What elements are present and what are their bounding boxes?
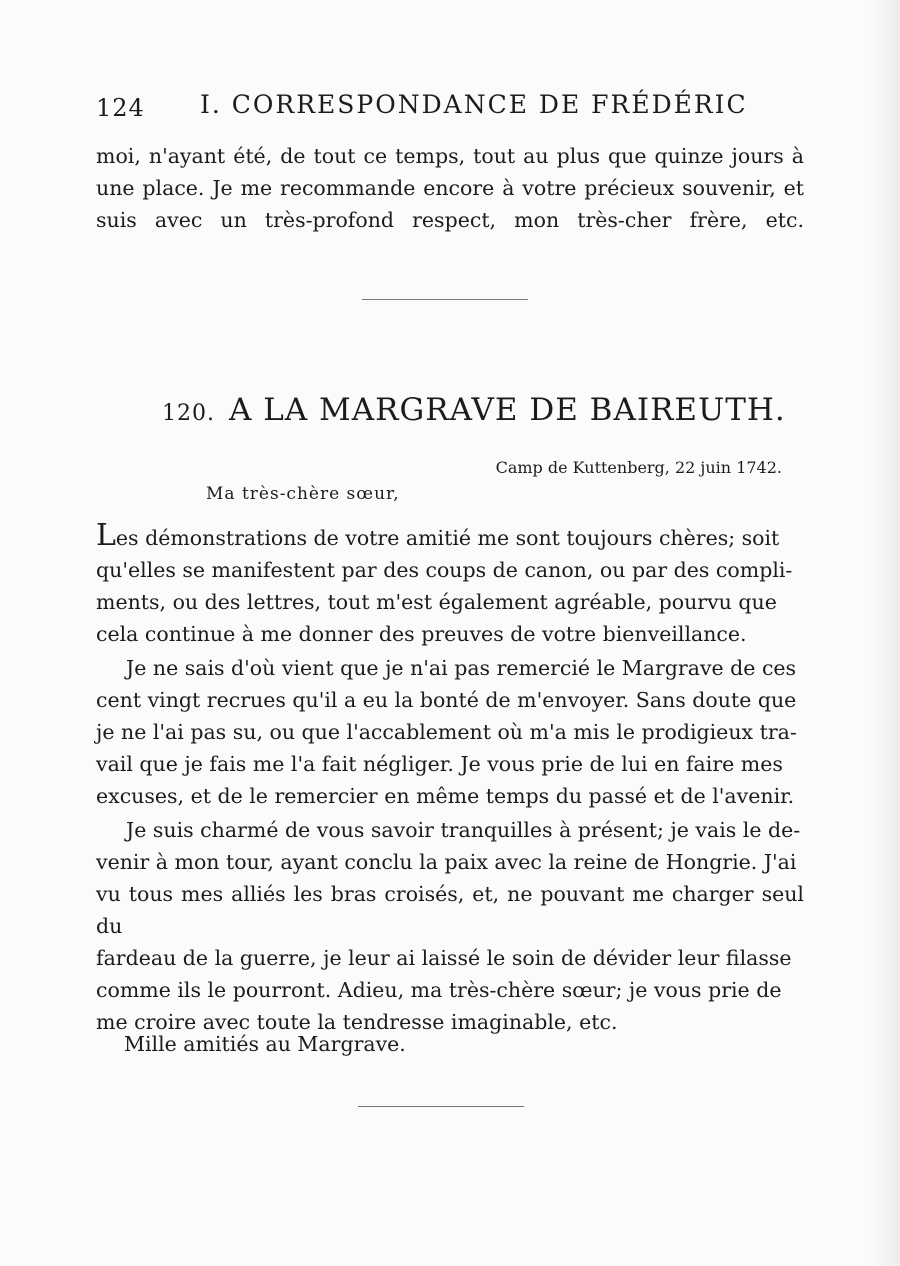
text-line: excuses, et de le remercier en même temps du passé et de l'avenir. [96, 784, 795, 808]
running-head-title: I. CORRESPONDANCE DE FRÉDÉRIC [200, 90, 748, 119]
letter-paragraph-1 [96, 518, 804, 650]
text-line: fardeau de la guerre, je leur ai laissé le soin de dévider leur filasse [96, 946, 792, 970]
page-edge-shadow [870, 0, 900, 1266]
letter-number: 120. [162, 401, 215, 426]
text-line: ments, ou des lettres, tout m'est également agréable, pourvu que [96, 590, 777, 614]
text-line: comme ils le pourront. Adieu, ma très-chère sœur; je vous prie de [96, 978, 782, 1002]
text-line: cent vingt recrues qu'il a eu la bonté de m'envoyer. Sans doute que [96, 688, 797, 712]
page-number: 124 [96, 94, 145, 122]
drop-cap: L [96, 518, 116, 553]
section-divider [358, 1106, 524, 1107]
text-line: Je suis charmé de vous savoir tranquilles à présent; je vais le de- [126, 818, 801, 842]
text-line: je ne l'ai pas su, ou que l'accablement où m'a mis le prodigieux tra- [96, 720, 797, 744]
letter-paragraph-3 [96, 814, 804, 1038]
text-line: es démonstrations de votre amitié me sont toujours chères; soit [115, 526, 780, 550]
letter-heading [162, 392, 786, 428]
letter-postscript: Mille amitiés au Margrave. [124, 1032, 406, 1056]
letter-paragraph-2 [96, 652, 804, 812]
text-line: Je ne sais d'où vient que je n'ai pas remercié le Margrave de ces [126, 656, 797, 680]
text-line: venir à mon tour, ayant conclu la paix avec la reine de Hongrie. J'ai [96, 850, 797, 874]
text-line: une place. Je me recommande encore à votre précieux souvenir, et [96, 176, 804, 200]
text-line: qu'elles se manifestent par des coups de canon, ou par des compli- [96, 558, 793, 582]
text-line: vu tous mes alliés les bras croisés, et, ne pouvant me charger seul du [96, 882, 804, 938]
text-line: me croire avec toute la tendresse imaginable, etc. [96, 1010, 618, 1034]
letter-dateline: Camp de Kuttenberg, 22 juin 1742. [495, 458, 782, 477]
text-line: vail que je fais me l'a fait négliger. Je vous prie de lui en faire mes [96, 752, 783, 776]
section-divider [362, 299, 528, 300]
text-line: moi, n'ayant été, de tout ce temps, tout au plus que quinze jours à [96, 144, 804, 168]
text-line: cela continue à me donner des preuves de votre bienveillance. [96, 622, 747, 646]
previous-letter-closing [96, 140, 804, 236]
running-head [96, 88, 748, 128]
text-line: suis avec un très-profond respect, mon très-cher frère, etc. [96, 208, 804, 232]
letter-salutation: Ma très-chère sœur, [206, 484, 400, 504]
letter-title: A LA MARGRAVE DE BAIREUTH. [228, 392, 786, 428]
